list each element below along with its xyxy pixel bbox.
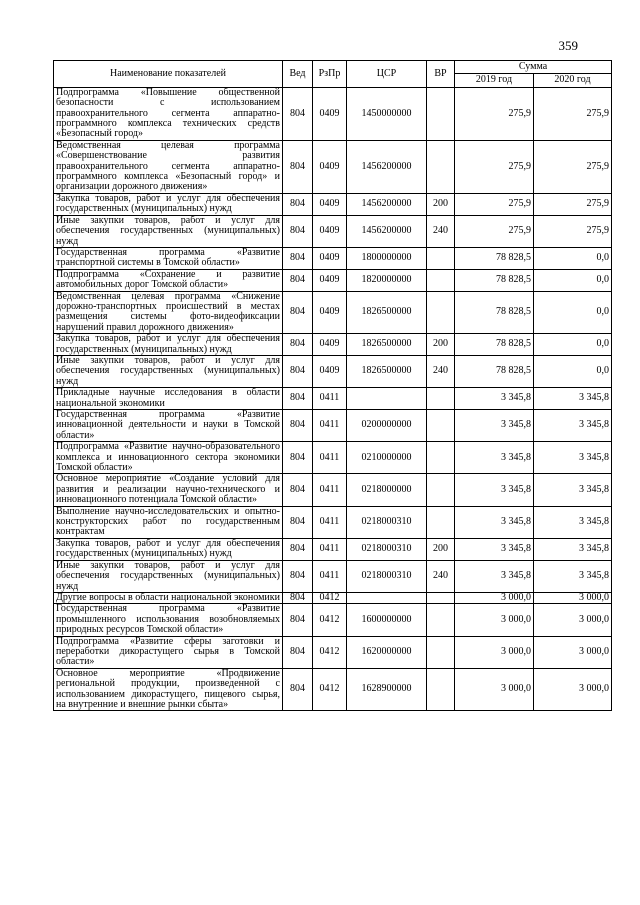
row-vr: 240 [427, 560, 455, 592]
table-row [54, 474, 612, 506]
row-ved: 804 [283, 87, 313, 140]
row-ved: 804 [283, 560, 313, 592]
row-name: Закупка товаров, работ и услуг для обеспечения государственных (муниципальных) нужд [54, 193, 283, 215]
row-sum-2020: 3 000,0 [534, 636, 612, 668]
row-csr: 1628900000 [347, 668, 427, 711]
row-sum-2020: 3 000,0 [534, 668, 612, 711]
row-sum-2020: 0,0 [534, 334, 612, 356]
table-row [54, 442, 612, 474]
row-sum-2020: 275,9 [534, 193, 612, 215]
row-sum-2019: 3 345,8 [455, 410, 534, 442]
row-csr: 1826500000 [347, 355, 427, 387]
row-sum-2020: 275,9 [534, 215, 612, 247]
row-ved: 804 [283, 269, 313, 291]
row-rzpr: 0409 [313, 193, 347, 215]
row-name: Иные закупки товаров, работ и услуг для обеспечения государственных (муниципальных) нужд [54, 215, 283, 247]
row-rzpr: 0409 [313, 334, 347, 356]
table-row [54, 247, 612, 269]
row-ved: 804 [283, 636, 313, 668]
row-sum-2020: 275,9 [534, 87, 612, 140]
row-rzpr: 0411 [313, 474, 347, 506]
budget-table [53, 60, 612, 711]
row-ved: 804 [283, 506, 313, 538]
row-name: Основное мероприятие «Продвижение региональной продукции, произведенной с использованием дикорастущего, пищевого сырья, на внутренние и внешние рынки сбыта» [54, 668, 283, 711]
row-sum-2020: 0,0 [534, 355, 612, 387]
row-name: Основное мероприятие «Создание условий для развития и реализации научно-технического и инновационного потенциала Томской области» [54, 474, 283, 506]
row-name: Государственная программа «Развитие промышленного использования возобновляемых природных ресурсов Томской области» [54, 604, 283, 636]
row-sum-2019: 3 345,8 [455, 388, 534, 410]
row-sum-2020: 3 345,8 [534, 506, 612, 538]
row-ved: 804 [283, 538, 313, 560]
row-ved: 804 [283, 388, 313, 410]
row-name: Государственная программа «Развитие транспортной системы в Томской области» [54, 247, 283, 269]
row-csr [347, 592, 427, 603]
row-sum-2019: 78 828,5 [455, 355, 534, 387]
header-name: Наименование показателей [54, 61, 283, 88]
row-vr [427, 592, 455, 603]
row-rzpr: 0411 [313, 442, 347, 474]
row-csr: 1826500000 [347, 334, 427, 356]
row-csr: 1820000000 [347, 269, 427, 291]
row-name: Иные закупки товаров, работ и услуг для обеспечения государственных (муниципальных) нужд [54, 560, 283, 592]
row-name: Ведомственная целевая программа «Снижение дорожно-транспортных происшествий в местах размещения системы фото-видеофиксации нарушений правил дорожного движения» [54, 291, 283, 334]
row-rzpr: 0411 [313, 506, 347, 538]
table-row [54, 215, 612, 247]
row-sum-2019: 78 828,5 [455, 247, 534, 269]
row-rzpr: 0411 [313, 560, 347, 592]
row-vr [427, 247, 455, 269]
row-sum-2019: 275,9 [455, 140, 534, 193]
row-vr [427, 668, 455, 711]
row-csr: 1456200000 [347, 193, 427, 215]
row-sum-2019: 3 000,0 [455, 592, 534, 603]
row-sum-2019: 275,9 [455, 215, 534, 247]
row-sum-2020: 3 000,0 [534, 592, 612, 603]
row-csr: 0218000310 [347, 538, 427, 560]
table-row [54, 193, 612, 215]
row-name: Прикладные научные исследования в области национальной экономики [54, 388, 283, 410]
row-csr: 0200000000 [347, 410, 427, 442]
row-csr: 0218000310 [347, 506, 427, 538]
row-sum-2020: 3 345,8 [534, 442, 612, 474]
row-vr [427, 442, 455, 474]
row-csr: 0218000310 [347, 560, 427, 592]
row-vr: 240 [427, 355, 455, 387]
row-rzpr: 0411 [313, 538, 347, 560]
row-name: Подпрограмма «Повышение общественной безопасности с использованием правоохранительного сегмента аппаратно-программного комплекса технических средств «Безопасный город» [54, 87, 283, 140]
row-ved: 804 [283, 140, 313, 193]
row-csr: 0210000000 [347, 442, 427, 474]
row-rzpr: 0409 [313, 215, 347, 247]
row-csr: 0218000000 [347, 474, 427, 506]
row-sum-2019: 275,9 [455, 87, 534, 140]
row-name: Закупка товаров, работ и услуг для обеспечения государственных (муниципальных) нужд [54, 538, 283, 560]
row-sum-2020: 0,0 [534, 291, 612, 334]
table-row [54, 636, 612, 668]
row-rzpr: 0409 [313, 247, 347, 269]
table-row [54, 87, 612, 140]
row-sum-2019: 3 000,0 [455, 604, 534, 636]
table-row [54, 506, 612, 538]
row-name: Государственная программа «Развитие инновационной деятельности и науки в Томской области» [54, 410, 283, 442]
row-sum-2020: 3 345,8 [534, 474, 612, 506]
row-vr [427, 87, 455, 140]
row-sum-2020: 3 345,8 [534, 560, 612, 592]
row-rzpr: 0412 [313, 604, 347, 636]
header-sum: Сумма [455, 61, 612, 74]
row-csr: 1450000000 [347, 87, 427, 140]
row-sum-2019: 3 345,8 [455, 506, 534, 538]
row-csr: 1800000000 [347, 247, 427, 269]
row-rzpr: 0409 [313, 140, 347, 193]
row-sum-2019: 3 345,8 [455, 560, 534, 592]
row-ved: 804 [283, 592, 313, 603]
row-vr [427, 140, 455, 193]
row-csr: 1456200000 [347, 215, 427, 247]
row-vr: 200 [427, 538, 455, 560]
row-ved: 804 [283, 291, 313, 334]
row-ved: 804 [283, 410, 313, 442]
row-sum-2020: 3 345,8 [534, 388, 612, 410]
row-sum-2019: 275,9 [455, 193, 534, 215]
row-rzpr: 0412 [313, 592, 347, 603]
row-vr [427, 506, 455, 538]
row-csr [347, 388, 427, 410]
row-ved: 804 [283, 442, 313, 474]
row-sum-2020: 3 345,8 [534, 410, 612, 442]
row-vr [427, 269, 455, 291]
table-row [54, 269, 612, 291]
row-csr: 1600000000 [347, 604, 427, 636]
row-name: Другие вопросы в области национальной экономики [54, 592, 283, 603]
row-vr [427, 636, 455, 668]
table-row [54, 538, 612, 560]
row-rzpr: 0411 [313, 388, 347, 410]
row-name: Подпрограмма «Развитие научно-образовательного комплекса и инновационного сектора экономики Томской области» [54, 442, 283, 474]
table-row [54, 334, 612, 356]
row-vr [427, 291, 455, 334]
row-rzpr: 0412 [313, 636, 347, 668]
row-vr: 200 [427, 193, 455, 215]
row-rzpr: 0409 [313, 355, 347, 387]
row-name: Подпрограмма «Сохранение и развитие автомобильных дорог Томской области» [54, 269, 283, 291]
table-row [54, 140, 612, 193]
row-sum-2020: 3 000,0 [534, 604, 612, 636]
row-csr: 1456200000 [347, 140, 427, 193]
row-rzpr: 0412 [313, 668, 347, 711]
header-csr: ЦСР [347, 61, 427, 88]
row-sum-2019: 3 000,0 [455, 668, 534, 711]
table-row [54, 355, 612, 387]
table-row [54, 560, 612, 592]
row-name: Иные закупки товаров, работ и услуг для обеспечения государственных (муниципальных) нужд [54, 355, 283, 387]
row-sum-2019: 3 000,0 [455, 636, 534, 668]
row-csr: 1620000000 [347, 636, 427, 668]
row-ved: 804 [283, 474, 313, 506]
row-sum-2020: 3 345,8 [534, 538, 612, 560]
row-ved: 804 [283, 247, 313, 269]
header-2020: 2020 год [534, 74, 612, 87]
table-row [54, 668, 612, 711]
table-row [54, 592, 612, 603]
row-sum-2019: 78 828,5 [455, 334, 534, 356]
row-sum-2019: 3 345,8 [455, 538, 534, 560]
table-row [54, 291, 612, 334]
table-row [54, 388, 612, 410]
row-vr [427, 388, 455, 410]
row-name: Выполнение научно-исследовательских и опытно-конструкторских работ по государственным контрактам [54, 506, 283, 538]
header-rzpr: РзПр [313, 61, 347, 88]
row-sum-2019: 3 345,8 [455, 474, 534, 506]
row-vr [427, 474, 455, 506]
page-number: 359 [558, 38, 578, 53]
row-sum-2020: 275,9 [534, 140, 612, 193]
row-sum-2019: 78 828,5 [455, 291, 534, 334]
header-2019: 2019 год [455, 74, 534, 87]
row-name: Ведомственная целевая программа «Совершенствование развития правоохранительного сегмента аппаратно-программного комплекса «Безопасный город» и организации дорожного движения» [54, 140, 283, 193]
row-sum-2019: 3 345,8 [455, 442, 534, 474]
row-name: Закупка товаров, работ и услуг для обеспечения государственных (муниципальных) нужд [54, 334, 283, 356]
row-vr [427, 604, 455, 636]
row-ved: 804 [283, 668, 313, 711]
row-sum-2020: 0,0 [534, 247, 612, 269]
row-ved: 804 [283, 215, 313, 247]
header-vr: ВР [427, 61, 455, 88]
row-sum-2020: 0,0 [534, 269, 612, 291]
row-vr [427, 410, 455, 442]
row-rzpr: 0409 [313, 291, 347, 334]
table-row [54, 410, 612, 442]
row-ved: 804 [283, 355, 313, 387]
row-name: Подпрограмма «Развитие сферы заготовки и переработки дикорастущего сырья в Томской области» [54, 636, 283, 668]
table-row [54, 604, 612, 636]
row-vr: 240 [427, 215, 455, 247]
row-rzpr: 0411 [313, 410, 347, 442]
row-ved: 804 [283, 334, 313, 356]
header-ved: Вед [283, 61, 313, 88]
row-rzpr: 0409 [313, 269, 347, 291]
row-ved: 804 [283, 604, 313, 636]
row-ved: 804 [283, 193, 313, 215]
row-vr: 200 [427, 334, 455, 356]
row-csr: 1826500000 [347, 291, 427, 334]
row-sum-2019: 78 828,5 [455, 269, 534, 291]
row-rzpr: 0409 [313, 87, 347, 140]
